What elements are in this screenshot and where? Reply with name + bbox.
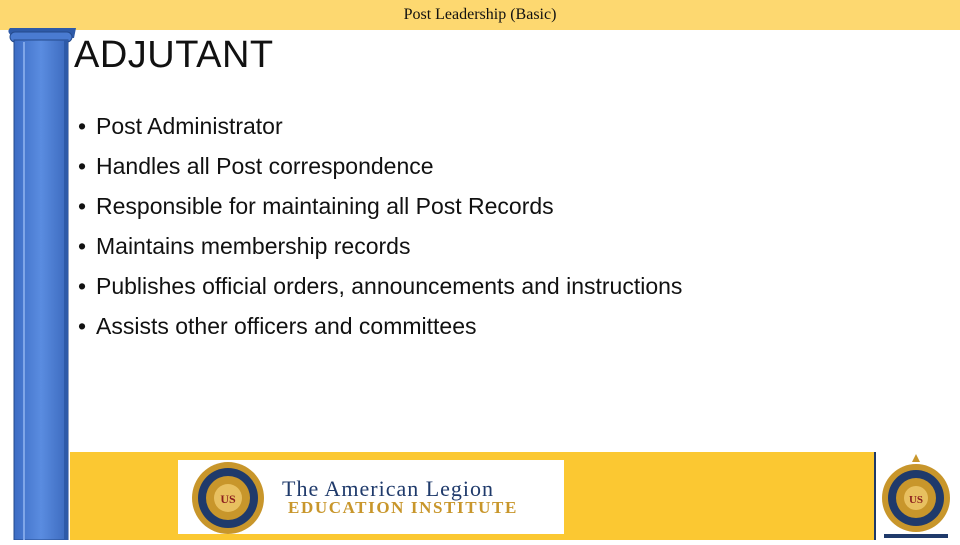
bullet-text: Publishes official orders, announcements and instructions bbox=[96, 273, 683, 299]
bullet-text: Post Administrator bbox=[96, 113, 283, 139]
bullet-glyph: • bbox=[78, 193, 87, 219]
corner-emblem-center-text: US bbox=[908, 494, 924, 506]
bullet-item bbox=[78, 306, 682, 346]
legion-emblem-icon bbox=[190, 460, 266, 536]
top-banner bbox=[0, 0, 960, 30]
corner-emblem-icon bbox=[876, 452, 956, 540]
bullet-item bbox=[78, 226, 682, 266]
slide-title: ADJUTANT bbox=[74, 34, 274, 76]
bullet-glyph: • bbox=[78, 233, 87, 259]
bullet-item bbox=[78, 146, 682, 186]
bullet-list bbox=[78, 106, 682, 346]
bullet-text: Handles all Post correspondence bbox=[96, 153, 434, 179]
emblem-center-text: US bbox=[220, 492, 236, 506]
bullet-item bbox=[78, 186, 682, 226]
bullet-glyph: • bbox=[78, 273, 87, 299]
scroll-graphic bbox=[6, 28, 78, 540]
bullet-item bbox=[78, 106, 682, 146]
bullet-glyph: • bbox=[78, 113, 87, 139]
scroll-decoration bbox=[6, 28, 78, 540]
bullet-text: Responsible for maintaining all Post Records bbox=[96, 193, 554, 219]
org-name-line-1: The American Legion bbox=[282, 476, 495, 501]
corner-logo-box bbox=[874, 452, 960, 540]
bullet-glyph: • bbox=[78, 313, 87, 339]
bullet-item bbox=[78, 266, 682, 306]
bullet-text: Assists other officers and committees bbox=[96, 313, 477, 339]
banner-title: Post Leadership (Basic) bbox=[403, 6, 557, 23]
bullet-glyph: • bbox=[78, 153, 87, 179]
bullet-text: Maintains membership records bbox=[96, 233, 411, 259]
org-name-line-2: EDUCATION INSTITUTE bbox=[288, 498, 518, 517]
